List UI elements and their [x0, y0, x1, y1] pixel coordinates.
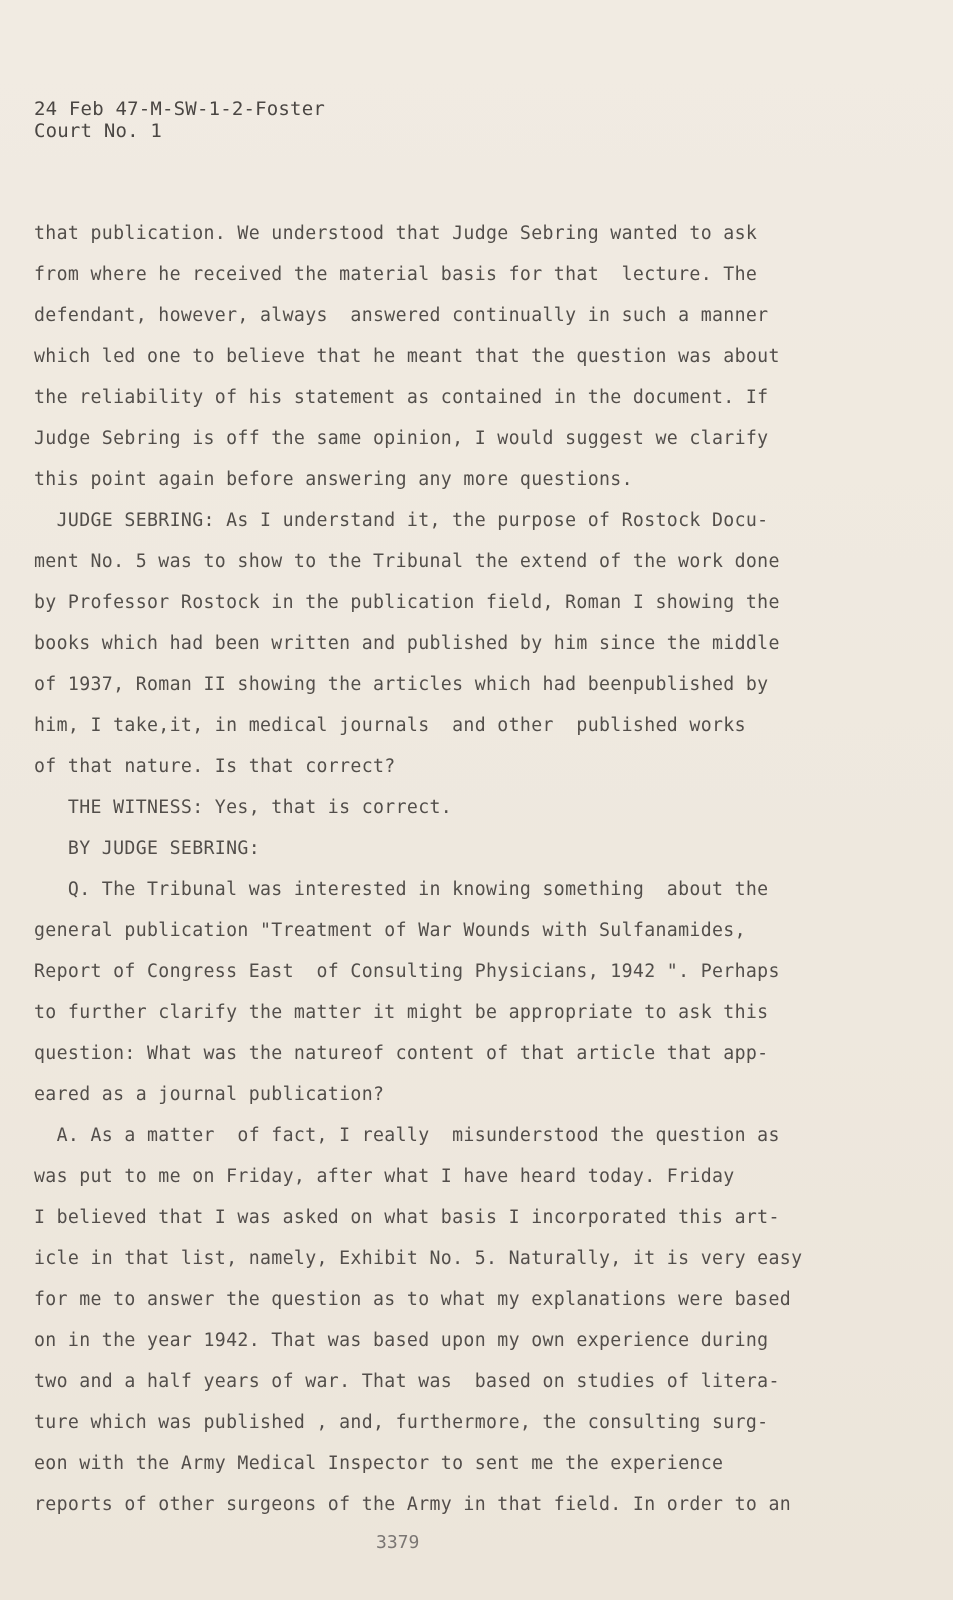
text-line: from where he received the material basis for that lecture. The	[34, 264, 758, 285]
text-line: Q. The Tribunal was interested in knowing something about the	[34, 879, 769, 900]
text-line: BY JUDGE SEBRING:	[34, 838, 260, 859]
text-line: I believed that I was asked on what basis I incorporated this art-	[34, 1207, 780, 1228]
text-line: ture which was published , and, furthermore, the consulting surg-	[34, 1412, 769, 1433]
text-line: of that nature. Is that correct?	[34, 756, 396, 777]
text-line: him, I take,it, in medical journals and other published works	[34, 715, 746, 736]
text-line: A. As a matter of fact, I really misunderstood the question as	[34, 1125, 780, 1146]
text-line: eon with the Army Medical Inspector to sent me the experience	[34, 1453, 724, 1474]
page-number: 3379	[376, 1532, 420, 1553]
text-line: of 1937, Roman II showing the articles which had beenpublished by	[34, 674, 769, 695]
text-line: Report of Congress East of Consulting Physicians, 1942 ". Perhaps	[34, 961, 780, 982]
text-line: this point again before answering any more questions.	[34, 469, 633, 490]
transcript-body	[34, 213, 924, 1525]
text-line: THE WITNESS: Yes, that is correct.	[34, 797, 453, 818]
text-line: books which had been written and published by him since the middle	[34, 633, 780, 654]
text-line: icle in that list, namely, Exhibit No. 5. Naturally, it is very easy	[34, 1248, 803, 1269]
text-line: that publication. We understood that Judge Sebring wanted to ask	[34, 223, 758, 244]
document-header	[34, 98, 325, 142]
text-line: on in the year 1942. That was based upon my own experience during	[34, 1330, 769, 1351]
text-line: general publication "Treatment of War Wounds with Sulfanamides,	[34, 920, 746, 941]
text-line: the reliability of his statement as contained in the document. If	[34, 387, 769, 408]
text-line: reports of other surgeons of the Army in that field. In order to an	[34, 1494, 792, 1515]
text-line: defendant, however, always answered continually in such a manner	[34, 305, 769, 326]
header-line-court: Court No. 1	[34, 120, 163, 142]
text-line: eared as a journal publication?	[34, 1084, 385, 1105]
text-line: two and a half years of war. That was based on studies of litera-	[34, 1371, 780, 1392]
text-line: ment No. 5 was to show to the Tribunal the extend of the work done	[34, 551, 780, 572]
text-line: JUDGE SEBRING: As I understand it, the purpose of Rostock Docu-	[34, 510, 769, 531]
text-line: question: What was the natureof content of that article that app-	[34, 1043, 769, 1064]
text-line: which led one to believe that he meant that the question was about	[34, 346, 780, 367]
text-line: Judge Sebring is off the same opinion, I would suggest we clarify	[34, 428, 769, 449]
text-line: to further clarify the matter it might be appropriate to ask this	[34, 1002, 769, 1023]
text-line: was put to me on Friday, after what I have heard today. Friday	[34, 1166, 735, 1187]
text-line: for me to answer the question as to what my explanations were based	[34, 1289, 792, 1310]
header-line-date-ref: 24 Feb 47-M-SW-1-2-Foster	[34, 98, 325, 120]
text-line: by Professor Rostock in the publication field, Roman I showing the	[34, 592, 780, 613]
